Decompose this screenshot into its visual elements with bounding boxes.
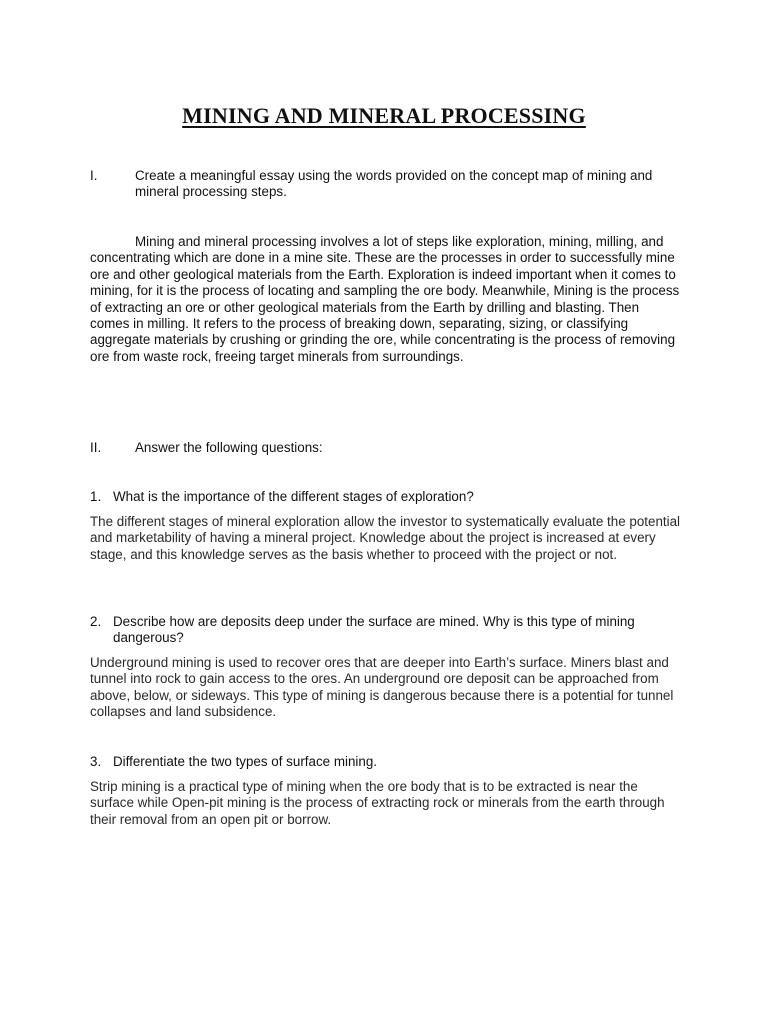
question-2 — [90, 614, 670, 648]
section-2-instruction: Answer the following questions: — [135, 440, 323, 455]
answer-3: Strip mining is a practical type of mining when the ore body that is to be extracted is near the surface while Open-pit mining is the process of extracting rock or minerals from the earth through their removal from an open pit or borrow. — [90, 779, 665, 827]
document-title: MINING AND MINERAL PROCESSING — [182, 103, 586, 128]
essay-paragraph: Mining and mineral processing involves a lot of steps like exploration, mining, milling, and concentrating which are done in a mine site. These are the processes in order to successfully mine ore and other geological materials from the Earth. Exploration is indeed important when it comes to mining, for it is the process of locating and sampling the ore body. Meanwhile, Mining is the process of extracting an ore or other geological materials from the Earth by drilling and blasting. Then comes in milling. It refers to the process of breaking down, separating, sizing, or classifying aggregate materials by crushing or grinding the ore, while concentrating is the process of removing ore from waste rock, freeing target minerals from surroundings. — [90, 234, 680, 364]
answer-2: Underground mining is used to recover ores that are deeper into Earth’s surface. Miners blast and tunnel into rock to gain access to the ores. An underground ore deposit can be approached from above, below, or sideways. This type of mining is dangerous because there is a potential for tunnel collapses and land subsidence. — [90, 655, 674, 720]
section-2-number: II. — [90, 440, 102, 455]
question-1-text: What is the importance of the different stages of exploration? — [113, 489, 474, 504]
question-2-text: Describe how are deposits deep under the surface are mined. Why is this type of mining dangerous? — [113, 614, 635, 646]
section-1 — [90, 168, 690, 202]
question-2-number: 2. — [90, 614, 102, 629]
question-3-text: Differentiate the two types of surface mining. — [113, 754, 377, 769]
question-1 — [90, 489, 670, 507]
section-1-instruction: Create a meaningful essay using the words provided on the concept map of mining and mineral processing steps. — [135, 168, 653, 200]
question-3-number: 3. — [90, 754, 102, 769]
section-1-number: I. — [90, 168, 98, 183]
question-3 — [90, 754, 670, 772]
question-1-number: 1. — [90, 489, 102, 504]
section-2 — [90, 440, 690, 458]
answer-1: The different stages of mineral exploration allow the investor to systematically evaluate the potential and marketability of having a mineral project. Knowledge about the project is increased at every stage, and this knowledge serves as the basis whether to proceed with the project or not. — [90, 514, 681, 562]
